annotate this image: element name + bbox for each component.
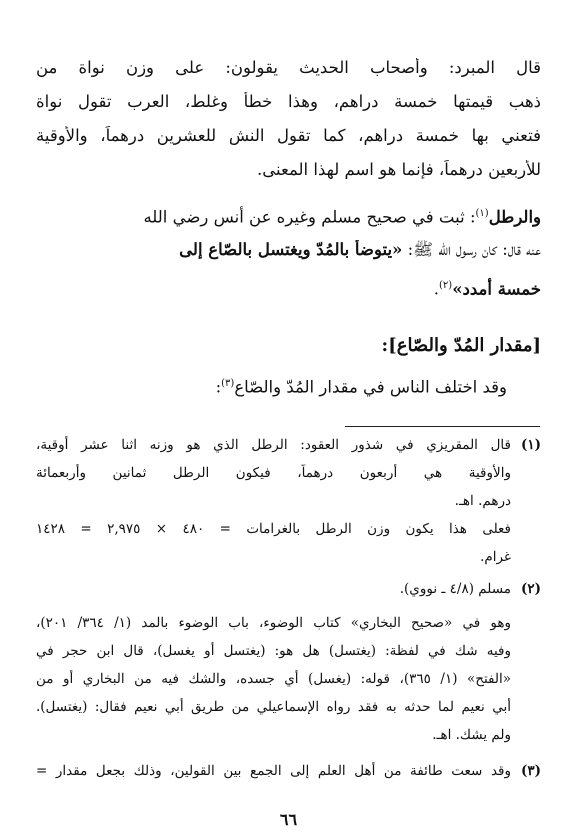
footnote-line: وفيه شك في لفظة: (يغتسل) هل هو: (يغتسل أو يغسل)، قال ابن حجر في — [36, 643, 511, 659]
body-line: قال المبرد: وأصحاب الحديث يقولون: على وزن نواة من — [36, 58, 541, 77]
section-heading: [مقدار المُدّ والصّاع]: — [381, 336, 541, 356]
body-line — [36, 204, 541, 228]
body-line: فتعني بها خمسة دراهم، كما تقول النش للعشرين درهماً، والأوقية — [36, 126, 541, 145]
body-text: عنه قال: كان رسول الله ﷺ: — [402, 240, 541, 259]
footnote-line: وقد سعت طائفة من أهل العلم إلى الجمع بين القولين، وذلك بجعل مقدار = — [36, 763, 511, 779]
page-number: ٦٦ — [279, 810, 298, 829]
footnote-line: ولم يشك. اهـ. — [432, 727, 511, 743]
body-line — [36, 276, 541, 300]
footnote-line: غرام. — [480, 549, 511, 565]
footnote-number: (٣) — [520, 763, 541, 779]
footnote-number: (١) — [520, 437, 541, 453]
footnote-line: مسلم (٤/٨ ـ نووي). — [399, 581, 511, 597]
footnote-ref: (٢) — [439, 280, 453, 291]
footnote-number: (٢) — [520, 581, 541, 597]
hadith-quote: «يتوضأ بالمُدّ ويغتسل بالصّاع إلى — [179, 240, 403, 259]
body-line — [36, 240, 541, 260]
body-line — [2, 374, 507, 398]
body-text: . — [433, 279, 440, 299]
footnote-line: وهو في «صحيح البخاري» كتاب الوضوء، باب الوضوء بالمد (١/ ٣٦٤/ ٢٠١)، — [36, 615, 511, 631]
footnote-separator — [345, 426, 540, 427]
hadith-quote: خمسة أمدد» — [452, 279, 541, 299]
footnote-line: درهم. اهـ. — [454, 493, 511, 509]
body-text: : ثبت في صحيح مسلم وغيره عن أنس رضي الله — [143, 207, 476, 227]
footnote-line: فعلى هذا يكون وزن الرطل بالغرامات = ٤٨٠ × ٢,٩٧٥ = ١٤٢٨ — [36, 521, 511, 537]
footnote-line: «الفتح» (١/ ٣٦٥)، قوله: (يغسل) أي جسده، والشك فيه من البخاري أو من — [36, 671, 511, 687]
footnote-line: أبي نعيم لما حدثه به فقد رواه الإسماعيلي من طريق أبي نعيم فقال: (يغتسل). — [36, 699, 511, 715]
footnote-ref: (١) — [475, 208, 489, 219]
footnote-line: قال المقريزي في شذور العقود: الرطل الذي هو وزنه اثنا عشر أوقية، — [36, 437, 511, 453]
footnote-line: والأوقية هي أربعون درهماً، فيكون الرطل ثمانين وأربعمائة — [36, 465, 511, 481]
body-text: : — [215, 377, 222, 397]
footnote-ref: (٣) — [221, 378, 235, 389]
body-line: للأربعين درهماً، فإنما هو اسم لهذا المعنى. — [257, 160, 541, 179]
body-text: وقد اختلف الناس في مقدار المُدّ والصّاع — [234, 377, 507, 397]
body-line: ذهب قيمتها خمسة دراهم، وهذا خطأ وغلط، العرب تقول نواة — [36, 92, 541, 111]
term-ratl: والرطل — [488, 207, 541, 227]
